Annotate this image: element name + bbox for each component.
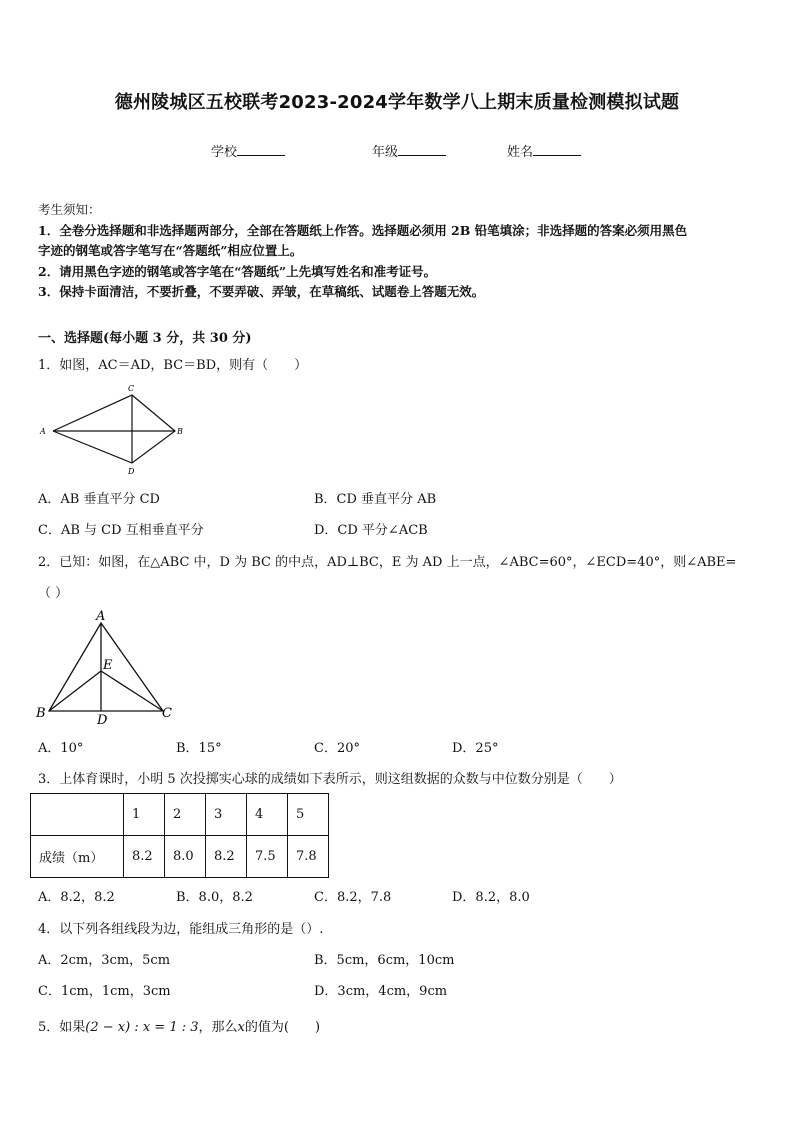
table-cell: 7.8 xyxy=(288,836,329,878)
q5-suffix: 的值为( ) xyxy=(244,1020,321,1035)
q1-option-d[interactable]: D．CD 平分∠ACB xyxy=(314,523,428,538)
table-cell: 8.2 xyxy=(206,836,247,878)
section-heading: 一、选择题(每小题 3 分，共 30 分) xyxy=(38,331,252,346)
q4-option-d[interactable]: D．3cm，4cm，9cm xyxy=(314,984,448,999)
q2-option-a[interactable]: A．10° xyxy=(38,741,84,756)
q2-label-c: C xyxy=(162,706,172,721)
notice-block xyxy=(38,200,758,303)
name-blank[interactable] xyxy=(533,143,581,156)
grade-field[interactable] xyxy=(372,141,446,160)
q2-stem: 2．已知：如图，在△ABC 中，D 为 BC 的中点，AD⊥BC，E 为 AD 上一点，∠ABC=60°，∠ECD=40°，则∠ABE= xyxy=(38,555,737,570)
table-cell: 7.5 xyxy=(247,836,288,878)
notice-item: 字迹的钢笔或答字笔写在“答题纸”相应位置上。 xyxy=(38,243,303,258)
table-cell: 1 xyxy=(124,794,165,836)
q5-mid: ，那么 xyxy=(198,1020,238,1035)
q3-stem: 3．上体育课时，小明 5 次投掷实心球的成绩如下表所示，则这组数据的众数与中位数分别是（ ） xyxy=(38,772,622,787)
notice-item: 3．保持卡面清洁，不要折叠，不要弄破、弄皱，在草稿纸、试题卷上答题无效。 xyxy=(38,284,485,299)
school-label: 学校 xyxy=(211,145,238,160)
q3-option-d[interactable]: D．8.2，8.0 xyxy=(452,890,530,905)
q4-option-c[interactable]: C．1cm，1cm，3cm xyxy=(38,984,171,999)
school-blank[interactable] xyxy=(237,143,285,156)
page-title: 德州陵城区五校联考2023-2024学年数学八上期末质量检测模拟试题 xyxy=(114,92,680,113)
q2-label-b: B xyxy=(36,706,46,721)
q3-option-a[interactable]: A．8.2，8.2 xyxy=(38,890,115,905)
table-cell: 8.2 xyxy=(124,836,165,878)
notice-item: 1．全卷分选择题和非选择题两部分，全部在答题纸上作答。选择题必须用 2B 铅笔填涂；非选择题的答案必须用黑色 xyxy=(38,222,688,238)
q3-option-c[interactable]: C．8.2，7.8 xyxy=(314,890,392,905)
q1-label-a: A xyxy=(40,427,46,436)
table-header-row xyxy=(31,794,329,836)
table-cell xyxy=(31,794,124,836)
q1-option-a[interactable]: A．AB 垂直平分 CD xyxy=(38,492,160,507)
q2-option-d[interactable]: D．25° xyxy=(452,741,499,756)
table-cell: 2 xyxy=(165,794,206,836)
table-row xyxy=(31,836,329,878)
q2-segment-be xyxy=(49,671,101,711)
name-label: 姓名 xyxy=(507,145,534,160)
q1-label-b: B xyxy=(177,427,183,436)
q1-stem: 1．如图，AC＝AD，BC＝BD，则有（ ） xyxy=(38,358,308,373)
school-field[interactable] xyxy=(211,141,285,160)
notice-heading: 考生须知： xyxy=(38,202,101,217)
q2-figure xyxy=(33,607,178,727)
q1-option-b[interactable]: B．CD 垂直平分 AB xyxy=(314,492,437,507)
q4-option-a[interactable]: A．2cm，3cm，5cm xyxy=(38,953,171,968)
table-cell: 4 xyxy=(247,794,288,836)
q1-label-d: D xyxy=(128,467,135,476)
q1-quadrilateral xyxy=(53,395,175,463)
q5-prefix: 5．如果 xyxy=(38,1020,86,1035)
q2-option-b[interactable]: B．15° xyxy=(176,741,222,756)
q5-expression: (2 − x) : x = 1 : 3 xyxy=(85,1020,199,1035)
q2-stem-bracket: （ ） xyxy=(38,586,69,601)
table-cell: 成绩（m） xyxy=(31,836,124,878)
name-field[interactable] xyxy=(507,141,581,160)
q3-option-b[interactable]: B．8.0，8.2 xyxy=(176,890,253,905)
q5-variable: x xyxy=(237,1020,245,1035)
q2-label-a: A xyxy=(96,609,106,624)
q2-label-d: D xyxy=(97,713,108,727)
grade-blank[interactable] xyxy=(398,143,446,156)
q1-figure xyxy=(36,383,186,478)
q2-option-c[interactable]: C．20° xyxy=(314,741,360,756)
notice-item: 2．请用黑色字迹的钢笔或答字笔在“答题纸”上先填写姓名和准考证号。 xyxy=(38,263,437,279)
q3-score-table xyxy=(30,793,329,878)
q2-label-e: E xyxy=(103,658,113,673)
grade-label: 年级 xyxy=(372,145,399,160)
q4-option-b[interactable]: B．5cm，6cm，10cm xyxy=(314,953,455,968)
q1-label-c: C xyxy=(128,384,135,393)
q5-stem xyxy=(38,1016,320,1035)
q2-segment-ce xyxy=(101,671,163,711)
table-cell: 5 xyxy=(288,794,329,836)
q1-option-c[interactable]: C．AB 与 CD 互相垂直平分 xyxy=(38,523,204,538)
table-cell: 3 xyxy=(206,794,247,836)
table-cell: 8.0 xyxy=(165,836,206,878)
q4-stem: 4．以下列各组线段为边，能组成三角形的是（）. xyxy=(38,922,324,937)
